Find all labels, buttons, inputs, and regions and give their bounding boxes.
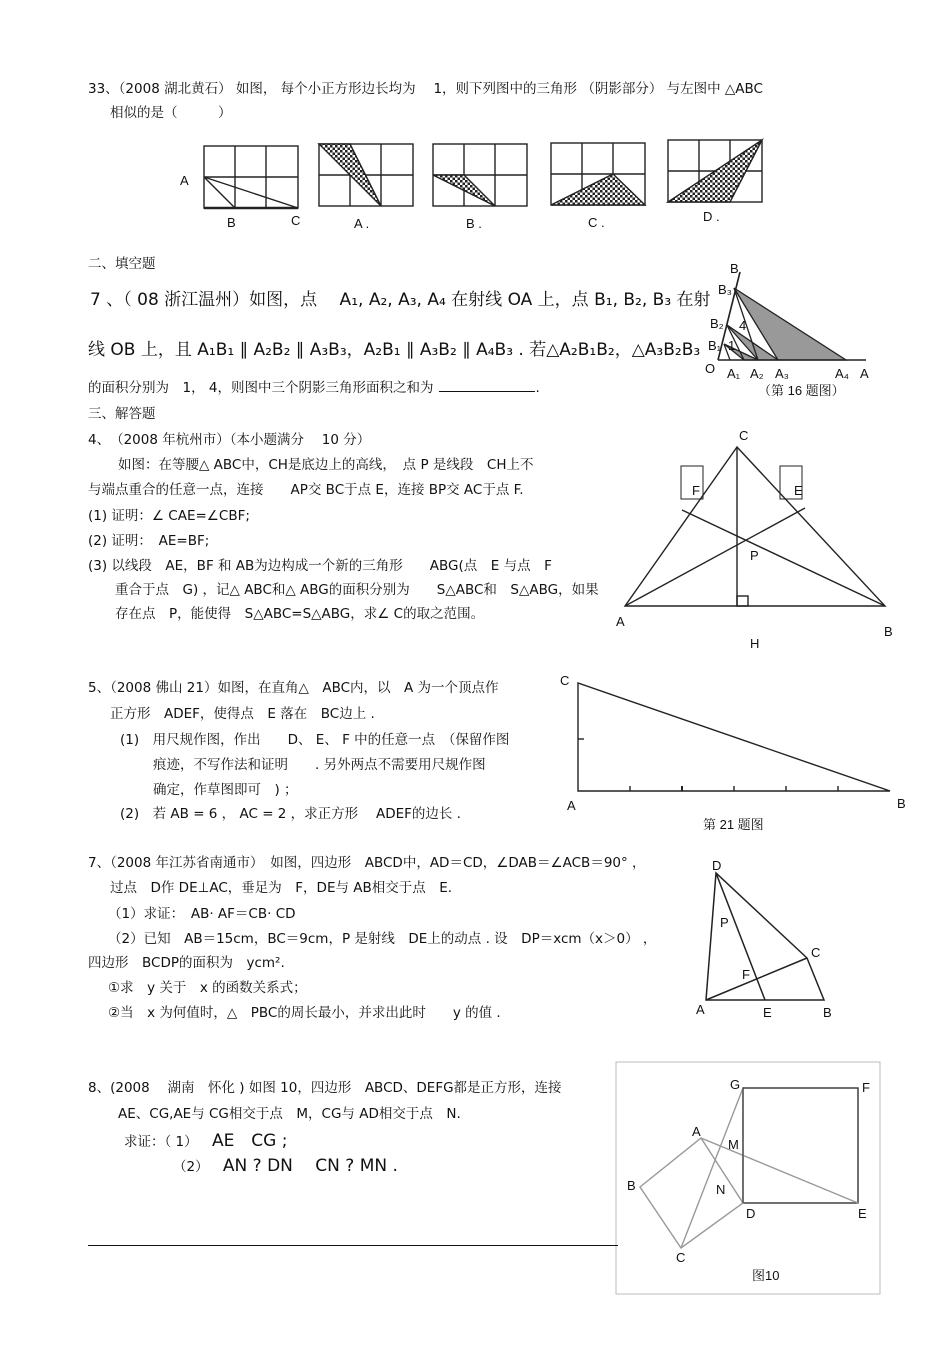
q7b-label-A: A [696, 1002, 705, 1017]
q4-label-B: B [884, 624, 893, 639]
q7a-label-A4: A₄ [835, 366, 849, 381]
q7a-label-A3: A₃ [775, 366, 789, 381]
q7b-item1: （1）求证： AB· AF＝CB· CD [108, 906, 296, 922]
section-solutions-heading: 三、解答题 [88, 406, 156, 422]
q4-label-E: E [794, 483, 803, 498]
q7a-label-B: B [730, 261, 739, 276]
q7b-label-E: E [763, 1005, 772, 1020]
q8-label-B: B [627, 1178, 636, 1193]
q7a-label-4: 4 [739, 318, 747, 333]
q5-item1-cont1: 痕迹，不写作法和证明 . 另外两点不需要用尺规作图 [153, 757, 486, 773]
q33-line1: 33、（2008 湖北黄石） 如图， 每个小正方形边长均为 1，则下列图中的三角形 （阴影部分） 与左图中 △ABC [88, 81, 763, 97]
q5-line1: 5、（2008 佛山 21）如图，在直角△ ABC内，以 A 为一个顶点作 [88, 680, 499, 696]
q4-item1: (1) 证明：∠ CAE=∠CBF; [88, 508, 250, 524]
q5-label-A: A [567, 798, 576, 813]
q8-item2-label: （2） [173, 1159, 209, 1175]
q8-caption: 图10 [752, 1268, 780, 1283]
q7b-line2: 过点 D作 DE⊥AC，垂足为 F，DE与 AB相交于点 E. [110, 880, 453, 896]
q7b-item2: （2）已知 AB＝15cm，BC＝9cm，P 是射线 DE上的动点 . 设 DP＝xcm（x＞0） ， [108, 931, 657, 947]
q5-item1-cont2: 确定，作草图即可 ) ； [153, 782, 298, 798]
q7a-label-A2: A₂ [750, 366, 764, 381]
q7b-label-D: D [712, 858, 722, 873]
q33-label-A: A [180, 173, 189, 188]
q7a-label-B1: B₁ [708, 338, 722, 353]
q4-label-F: F [692, 483, 700, 498]
q4-line1: 如图：在等腰△ ABC中，CH是底边上的高线， 点 P 是线段 CH上不 [118, 457, 534, 473]
q8-label-G: G [730, 1077, 741, 1092]
q8-label-E: E [858, 1206, 867, 1221]
q5-label-B: B [897, 796, 906, 811]
q8-line2: AE、CG,AE与 CG相交于点 M，CG与 AD相交于点 N. [118, 1106, 461, 1122]
q4-item3: (3) 以线段 AE，BF 和 AB为边构成一个新的三角形 ABG(点 E 与点 F [88, 558, 552, 574]
q7a-label-A1: A₁ [727, 366, 741, 381]
q7a-label-A: A [860, 366, 869, 381]
q7b-label-P: P [720, 915, 729, 930]
q7b-label-F: F [742, 967, 750, 982]
q7b-line1: 7、（2008 年江苏省南通市） 如图，四边形 ABCD中，AD＝CD，∠DAB＝∠ACB＝90° ， [88, 855, 646, 871]
q33-label-optD: D . [703, 209, 720, 224]
q7b-sub1: ①求 y 关于 x 的函数关系式； [108, 980, 307, 996]
q8-item2-formula: AN ? DN CN ? MN . [222, 1156, 398, 1176]
q8-label-D: D [746, 1206, 756, 1221]
q33-label-C: C [291, 213, 301, 228]
q8-label-N: N [716, 1182, 726, 1197]
q4-label-C: C [739, 428, 749, 443]
q7a-label-O: O [705, 361, 716, 376]
q5-line2: 正方形 ADEF，使得点 E 落在 BC边上 . [110, 706, 375, 722]
q5-label-C: C [560, 673, 570, 688]
q7b-sub2: ②当 x 为何值时，△ PBC的周长最小，并求出此时 y 的值 . [108, 1005, 501, 1021]
q33-label-optB: B . [466, 216, 482, 231]
q7b-item2-cont: 四边形 BCDP的面积为 ycm². [88, 955, 285, 971]
q7a-caption: （第 16 题图） [758, 383, 845, 398]
q5-item1: (1) 用尺规作图，作出 D、 E、 F 中的任意一点 （保留作图 [120, 732, 510, 748]
q7a-label-B2: B₂ [710, 316, 724, 331]
q4-label-H: H [750, 636, 760, 651]
q33-label-optC: C . [588, 215, 605, 230]
q8-item1-formula: AE CG ; [211, 1131, 288, 1151]
q4-item3-cont2: 存在点 P，能使得 S△ABC=S△ABG，求∠ C的取之范围。 [115, 606, 485, 622]
q7a-line1: 7 、（ 08 浙江温州）如图，点 A₁, A₂, A₃, A₄ 在射线 OA 上，点 B₁, B₂, B₃ 在射 [90, 290, 711, 310]
q8-label-F: F [862, 1080, 870, 1095]
section-fill-blank-heading: 二、填空题 [88, 256, 156, 272]
q4-item3-cont1: 重合于点 G) ，记△ ABC和△ ABG的面积分别为 S△ABC和 S△ABG，如果 [115, 582, 599, 598]
q5-item2: (2) 若 AB = 6 ， AC = 2 ，求正方形 ADEF的边长 . [120, 806, 461, 822]
q8-label-C: C [676, 1250, 686, 1265]
q33-line2: 相似的是（ ） [110, 105, 232, 121]
q7a-label-1: 1 [728, 338, 736, 353]
q8-label-A: A [692, 1124, 701, 1139]
q4-heading: 4、 （2008 年杭州市）（本小题满分 10 分） [88, 432, 371, 448]
q8-label-M: M [728, 1137, 739, 1152]
q33-label-optA: A . [354, 216, 370, 231]
q4-item2: (2) 证明： AE=BF; [88, 533, 210, 549]
q7a-line2: 线 OB 上，且 A₁B₁ ∥ A₂B₂ ∥ A₃B₃，A₂B₁ ∥ A₃B₂ ∥ A₄B₃ . 若△A₂B₁B₂，△A₃B₂B₃ [88, 340, 701, 360]
q7a-line3-end: . [535, 380, 540, 396]
q8-item1-label: 求证：（ 1） [124, 1134, 198, 1150]
q4-label-P: P [750, 548, 759, 563]
q5-caption: 第 21 题图 [703, 817, 764, 832]
q7a-line3-text: 的面积分别为 1， 4，则图中三个阴影三角形面积之和为 [88, 380, 434, 396]
q7b-label-B: B [823, 1005, 832, 1020]
q7b-label-C: C [811, 945, 821, 960]
footer-divider [88, 1245, 618, 1246]
q4-label-A: A [616, 614, 625, 629]
q7a-label-B3: B₃ [718, 282, 732, 297]
q8-line1: 8、(2008 湖南 怀化 ) 如图 10，四边形 ABCD、DEFG都是正方形，连接 [88, 1080, 562, 1096]
q33-label-B: B [227, 215, 236, 230]
q4-line2: 与端点重合的任意一点，连接 AP交 BC于点 E，连接 BP交 AC于点 F. [88, 482, 524, 498]
